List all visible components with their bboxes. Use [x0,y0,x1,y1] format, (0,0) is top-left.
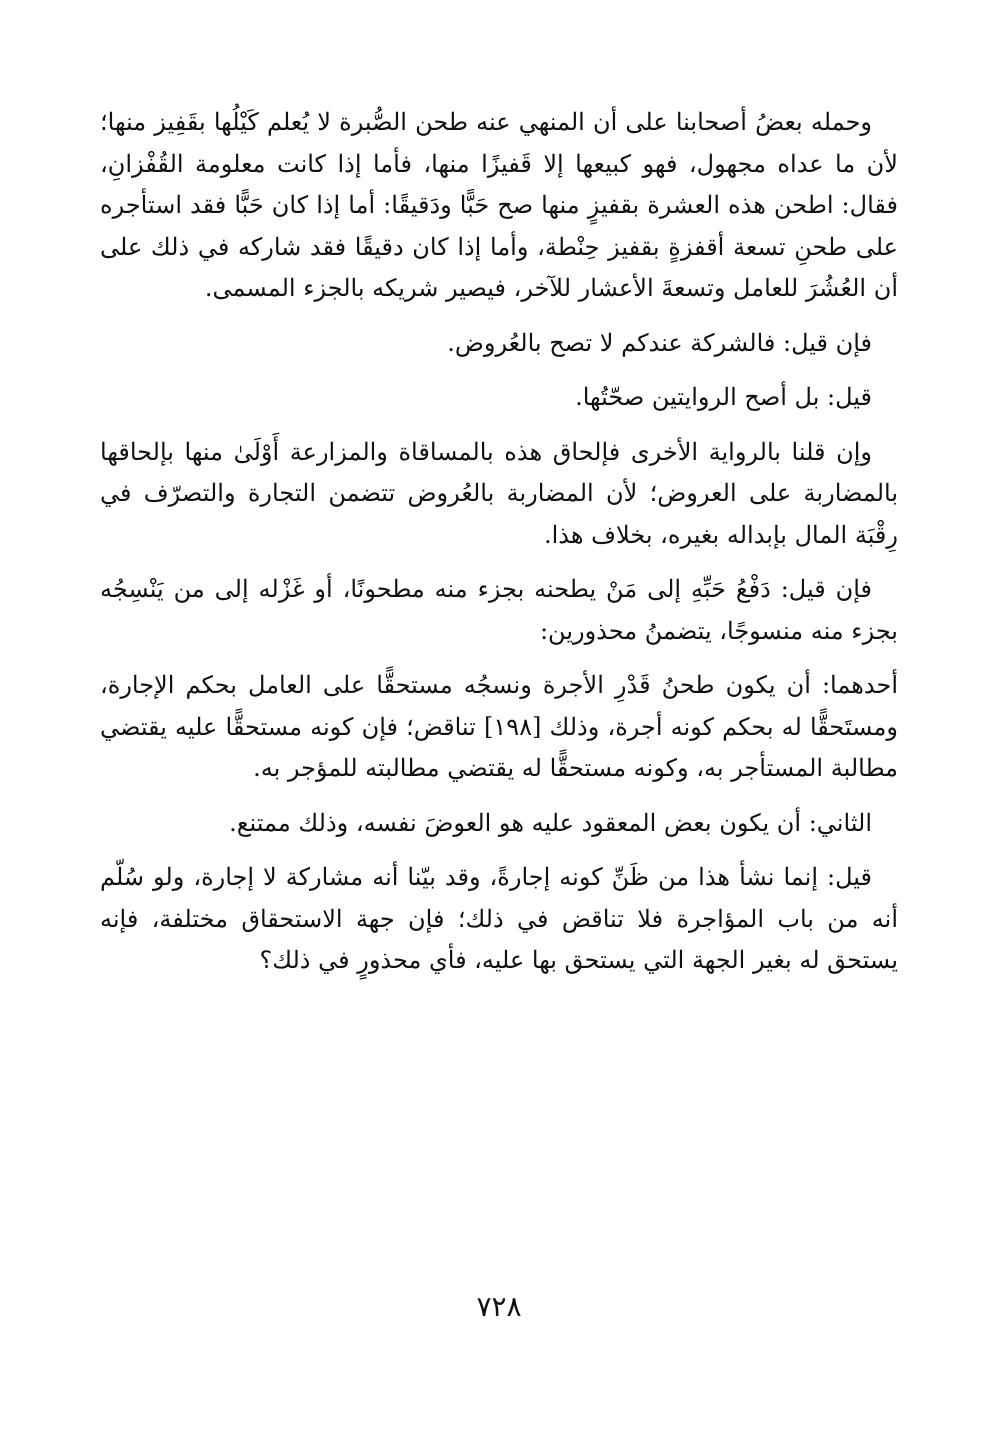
paragraph: وحمله بعضُ أصحابنا على أن المنهي عنه طحن الصُّبرة لا يُعلم كَيْلُها بقَفِيز منها؛ لأن ما عداه مجهول، فهو كبيعها إلا قَفيزًا منها، فأما إذا كانت معلومة القُفْزانِ، فقال: اطحن هذه العشرة بقفيزٍ منها صح حَبًّا ودَقيقًا: أما إذا كان حَبًّا فقد استأجره على طحنِ تسعة أقفزةٍ بقفيز حِنْطة، وأما إذا كان دقيقًا فقد شاركه في ذلك على أن العُشُرَ للعامل وتسعةَ الأعشار للآخر، فيصير شريكه بالجزء المسمى. [100,108,898,302]
paragraph: قيل: إنما نشأ هذا من ظَنِّ كونه إجارةً، وقد بيّنا أنه مشاركة لا إجارة، ولو سُلّم أنه من باب المؤاجرة فلا تناقض في ذلك؛ فإن جهة الاستحقاق مختلفة، فإنه يستحق له بغير الجهة التي يستحق بها عليه، فأي محذورٍ في ذلك؟ [100,863,898,974]
page-body [100,102,898,995]
paragraph: فإن قيل: دَفْعُ حَبِّهِ إلى مَنْ يطحنه بجزء منه مطحونًا، أو غَزْله إلى من يَنْسِجُه بجزء منه منسوجًا، يتضمنُ محذورين: [100,575,898,645]
paragraph: الثاني: أن يكون بعض المعقود عليه هو العوضَ نفسه، وذلك ممتنع. [229,808,872,837]
page-number: ٧٢٨ [476,1290,522,1323]
paragraph: فإن قيل: فالشركة عندكم لا تصح بالعُروض. [447,328,872,357]
paragraph: أحدهما: أن يكون طحنُ قَدْرِ الأجرة ونسجُه مستحقًّا على العامل بحكم الإجارة، ومستَحقًّا له بحكم كونه أجرة، وذلك [١٩٨] تناقض؛ فإن كونه مستحقًّا عليه يقتضي مطالبة المستأجر به، وكونه مستحقًّا له يقتضي مطالبته للمؤجر به. [100,671,898,782]
paragraph: وإن قلنا بالرواية الأخرى فإلحاق هذه بالمساقاة والمزارعة أَوْلَىٰ منها بإلحاقها بالمضاربة على العروض؛ لأن المضاربة بالعُروض تتضمن التجارة والتصرّف في رِقْبَة المال بإبداله بغيره، بخلاف هذا. [100,437,898,549]
paragraph: قيل: بل أصح الروايتين صحّتُها. [575,383,872,411]
